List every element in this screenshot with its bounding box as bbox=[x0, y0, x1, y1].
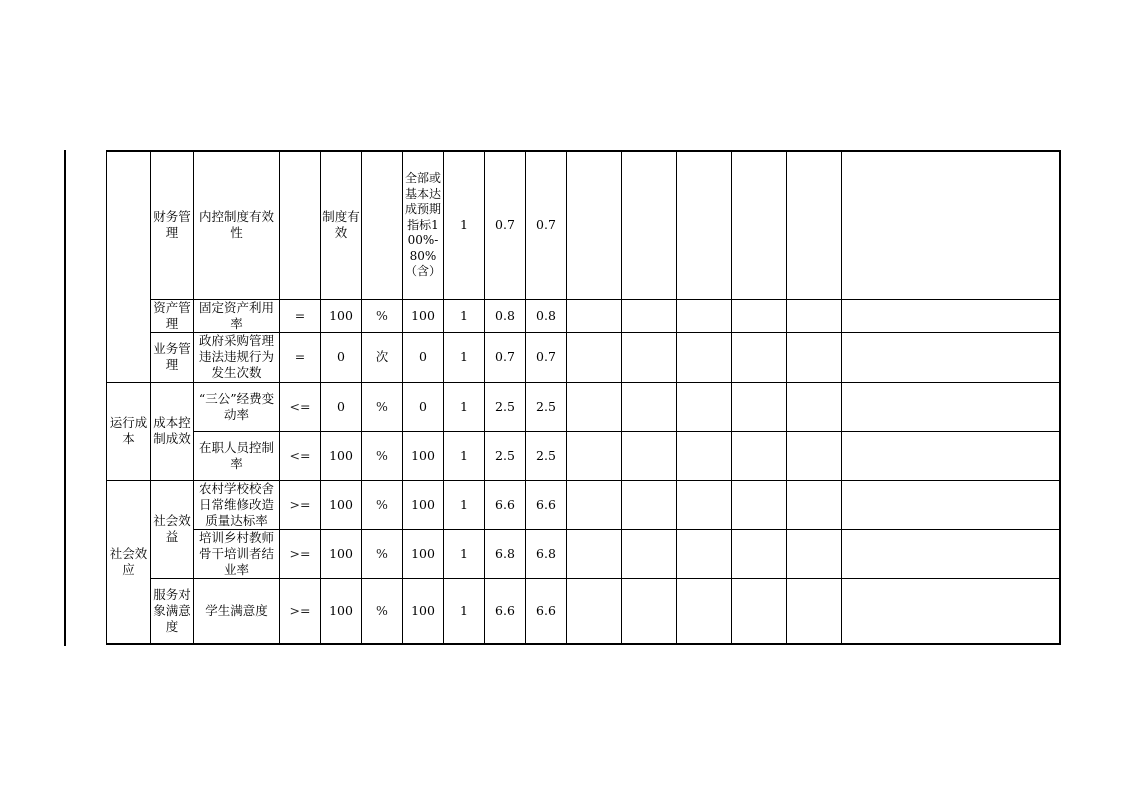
score-cell: 0.8 bbox=[526, 299, 567, 332]
operator-cell: >= bbox=[280, 480, 321, 529]
ratio-cell: 1 bbox=[444, 151, 485, 299]
blank-cell bbox=[842, 382, 1060, 431]
level2-cell: 财务管理 bbox=[151, 151, 194, 299]
blank-cell bbox=[842, 332, 1060, 382]
blank-cell bbox=[842, 431, 1060, 480]
score-cell: 2.5 bbox=[526, 382, 567, 431]
ratio-cell: 1 bbox=[444, 431, 485, 480]
level2-cell: 成本控制成效 bbox=[151, 382, 194, 480]
target-cell: 100 bbox=[321, 431, 362, 480]
score-cell: 6.8 bbox=[526, 529, 567, 578]
level1-cell-empty bbox=[107, 151, 151, 382]
blank-cell bbox=[732, 332, 787, 382]
blank-cell bbox=[787, 480, 842, 529]
target-cell: 0 bbox=[321, 382, 362, 431]
target-cell: 100 bbox=[321, 529, 362, 578]
ratio-cell: 1 bbox=[444, 332, 485, 382]
indicator-cell: 内控制度有效性 bbox=[194, 151, 280, 299]
blank-cell bbox=[567, 480, 622, 529]
blank-cell bbox=[732, 431, 787, 480]
blank-cell bbox=[567, 332, 622, 382]
blank-cell bbox=[622, 151, 677, 299]
actual-cell: 100 bbox=[403, 431, 444, 480]
blank-cell bbox=[677, 529, 732, 578]
indicator-cell: 固定资产利用率 bbox=[194, 299, 280, 332]
blank-cell bbox=[787, 151, 842, 299]
performance-indicator-table bbox=[106, 150, 1061, 645]
blank-cell bbox=[567, 578, 622, 644]
ratio-cell: 1 bbox=[444, 480, 485, 529]
blank-cell bbox=[567, 529, 622, 578]
indicator-cell: “三公”经费变动率 bbox=[194, 382, 280, 431]
blank-cell bbox=[732, 480, 787, 529]
weight-cell: 6.8 bbox=[485, 529, 526, 578]
level1-cell: 运行成本 bbox=[107, 382, 151, 480]
score-cell: 6.6 bbox=[526, 578, 567, 644]
table-row bbox=[107, 529, 1060, 578]
score-cell: 6.6 bbox=[526, 480, 567, 529]
target-cell: 0 bbox=[321, 332, 362, 382]
level2-cell: 资产管理 bbox=[151, 299, 194, 332]
blank-cell bbox=[787, 431, 842, 480]
blank-cell bbox=[787, 578, 842, 644]
weight-cell: 0.8 bbox=[485, 299, 526, 332]
blank-cell bbox=[787, 382, 842, 431]
page-margin-line bbox=[64, 150, 66, 646]
unit-cell: % bbox=[362, 480, 403, 529]
score-cell: 0.7 bbox=[526, 151, 567, 299]
blank-cell bbox=[677, 151, 732, 299]
score-cell: 2.5 bbox=[526, 431, 567, 480]
unit-cell: % bbox=[362, 578, 403, 644]
weight-cell: 2.5 bbox=[485, 431, 526, 480]
blank-cell bbox=[677, 299, 732, 332]
blank-cell bbox=[622, 480, 677, 529]
blank-cell bbox=[622, 578, 677, 644]
ratio-cell: 1 bbox=[444, 299, 485, 332]
blank-cell bbox=[677, 431, 732, 480]
score-cell: 0.7 bbox=[526, 332, 567, 382]
target-cell: 制度有效 bbox=[321, 151, 362, 299]
unit-cell: 次 bbox=[362, 332, 403, 382]
blank-cell bbox=[787, 332, 842, 382]
indicator-cell: 学生满意度 bbox=[194, 578, 280, 644]
weight-cell: 6.6 bbox=[485, 480, 526, 529]
blank-cell bbox=[622, 332, 677, 382]
blank-cell bbox=[732, 529, 787, 578]
weight-cell: 0.7 bbox=[485, 332, 526, 382]
target-cell: 100 bbox=[321, 578, 362, 644]
target-cell: 100 bbox=[321, 480, 362, 529]
blank-cell bbox=[677, 480, 732, 529]
unit-cell: % bbox=[362, 299, 403, 332]
blank-cell bbox=[622, 529, 677, 578]
level2-cell: 社会效益 bbox=[151, 480, 194, 578]
blank-cell bbox=[622, 382, 677, 431]
weight-cell: 0.7 bbox=[485, 151, 526, 299]
table-row bbox=[107, 431, 1060, 480]
operator-cell: = bbox=[280, 299, 321, 332]
actual-cell: 100 bbox=[403, 578, 444, 644]
operator-cell: >= bbox=[280, 529, 321, 578]
blank-cell bbox=[567, 431, 622, 480]
ratio-cell: 1 bbox=[444, 578, 485, 644]
blank-cell bbox=[842, 529, 1060, 578]
actual-cell: 全部或基本达成预期指标100%-80%（含） bbox=[403, 151, 444, 299]
blank-cell bbox=[842, 151, 1060, 299]
table-row bbox=[107, 332, 1060, 382]
indicator-cell: 政府采购管理违法违规行为发生次数 bbox=[194, 332, 280, 382]
actual-cell: 0 bbox=[403, 332, 444, 382]
table-row bbox=[107, 299, 1060, 332]
unit-cell: % bbox=[362, 431, 403, 480]
weight-cell: 6.6 bbox=[485, 578, 526, 644]
unit-cell: % bbox=[362, 529, 403, 578]
blank-cell bbox=[787, 529, 842, 578]
blank-cell bbox=[732, 151, 787, 299]
indicator-cell: 在职人员控制率 bbox=[194, 431, 280, 480]
operator-cell: <= bbox=[280, 382, 321, 431]
indicator-cell: 农村学校校舍日常维修改造质量达标率 bbox=[194, 480, 280, 529]
blank-cell bbox=[842, 578, 1060, 644]
table-row bbox=[107, 382, 1060, 431]
blank-cell bbox=[677, 578, 732, 644]
blank-cell bbox=[732, 299, 787, 332]
blank-cell bbox=[677, 332, 732, 382]
actual-cell: 100 bbox=[403, 480, 444, 529]
unit-cell: % bbox=[362, 382, 403, 431]
blank-cell bbox=[567, 299, 622, 332]
indicator-cell: 培训乡村教师骨干培训者结业率 bbox=[194, 529, 280, 578]
table-row bbox=[107, 578, 1060, 644]
level2-cell: 服务对象满意度 bbox=[151, 578, 194, 644]
ratio-cell: 1 bbox=[444, 529, 485, 578]
blank-cell bbox=[732, 382, 787, 431]
blank-cell bbox=[732, 578, 787, 644]
operator-cell: = bbox=[280, 332, 321, 382]
blank-cell bbox=[842, 480, 1060, 529]
blank-cell bbox=[787, 299, 842, 332]
blank-cell bbox=[842, 299, 1060, 332]
operator-cell: <= bbox=[280, 431, 321, 480]
actual-cell: 100 bbox=[403, 299, 444, 332]
target-cell: 100 bbox=[321, 299, 362, 332]
blank-cell bbox=[567, 382, 622, 431]
table-row bbox=[107, 480, 1060, 529]
blank-cell bbox=[567, 151, 622, 299]
unit-cell bbox=[362, 151, 403, 299]
blank-cell bbox=[622, 431, 677, 480]
table-row bbox=[107, 151, 1060, 299]
level2-cell: 业务管理 bbox=[151, 332, 194, 382]
weight-cell: 2.5 bbox=[485, 382, 526, 431]
operator-cell: >= bbox=[280, 578, 321, 644]
actual-cell: 100 bbox=[403, 529, 444, 578]
blank-cell bbox=[677, 382, 732, 431]
actual-cell: 0 bbox=[403, 382, 444, 431]
ratio-cell: 1 bbox=[444, 382, 485, 431]
blank-cell bbox=[622, 299, 677, 332]
level1-cell: 社会效应 bbox=[107, 480, 151, 644]
operator-cell bbox=[280, 151, 321, 299]
